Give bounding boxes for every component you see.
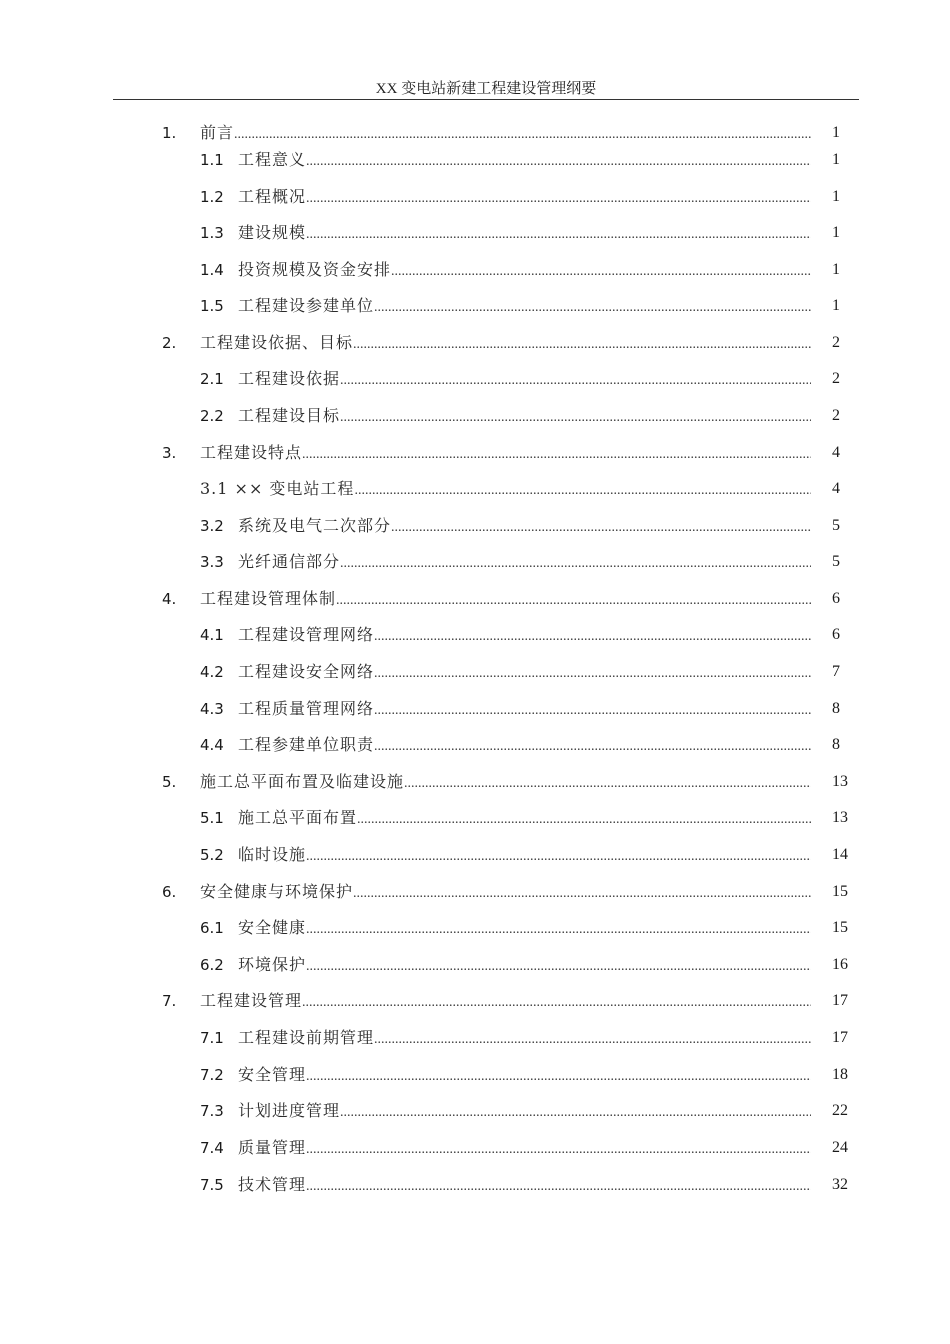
header-divider — [113, 99, 859, 100]
toc-entry-title: 质量管理 — [238, 1138, 307, 1157]
dot-leader — [306, 150, 811, 174]
toc-entry-7-3[interactable] — [0, 1099, 950, 1123]
dot-leader — [340, 552, 811, 576]
dot-leader — [340, 369, 811, 393]
toc-entry-6-2[interactable] — [0, 953, 950, 977]
toc-entry-page: 6 — [832, 626, 840, 643]
toc-entry-number: 2.2 — [200, 407, 224, 425]
toc-entry-number: 1. — [162, 124, 177, 142]
toc-entry-title: 安全健康 — [238, 918, 307, 937]
toc-entry-number: 1.2 — [200, 188, 224, 206]
toc-entry-1[interactable] — [0, 121, 950, 145]
toc-entry-page: 17 — [832, 992, 848, 1009]
dot-leader — [234, 123, 811, 147]
toc-entry-3[interactable] — [0, 441, 950, 465]
toc-entry-4-4[interactable] — [0, 733, 950, 757]
toc-entry-page: 17 — [832, 1029, 848, 1046]
toc-entry-page: 14 — [832, 846, 848, 863]
dot-leader — [336, 589, 811, 613]
toc-entry-number: 1.3 — [200, 224, 224, 242]
toc-entry-page: 15 — [832, 883, 848, 900]
toc-entry-title: 工程建设安全网络 — [238, 662, 375, 681]
toc-entry-page: 1 — [832, 261, 840, 278]
dot-leader — [306, 845, 811, 869]
toc-entry-4[interactable] — [0, 587, 950, 611]
dot-leader — [306, 1065, 811, 1089]
toc-entry-title: 前言 — [200, 123, 235, 142]
toc-entry-6[interactable] — [0, 880, 950, 904]
toc-entry-number: 7.5 — [200, 1176, 224, 1194]
dot-leader — [374, 662, 811, 686]
toc-entry-1-3[interactable] — [0, 221, 950, 245]
dot-leader — [391, 260, 811, 284]
toc-entry-title: 工程建设依据 — [238, 369, 341, 388]
toc-entry-title: 工程意义 — [238, 150, 307, 169]
toc-entry-title: 投资规模及资金安排 — [238, 260, 392, 279]
toc-entry-page: 1 — [832, 124, 840, 141]
dot-leader — [404, 772, 811, 796]
dot-leader — [302, 991, 811, 1015]
toc-entry-page: 7 — [832, 663, 840, 680]
toc-entry-number: 7.1 — [200, 1029, 224, 1047]
toc-entry-2-2[interactable] — [0, 404, 950, 428]
toc-entry-title: 安全健康与环境保护 — [200, 882, 354, 901]
toc-entry-1-1[interactable] — [0, 148, 950, 172]
toc-entry-page: 2 — [832, 370, 840, 387]
toc-entry-page: 24 — [832, 1139, 848, 1156]
toc-entry-title: 环境保护 — [238, 955, 307, 974]
toc-entry-title: 工程建设前期管理 — [238, 1028, 375, 1047]
toc-entry-page: 4 — [832, 480, 840, 497]
dot-leader — [374, 296, 811, 320]
toc-entry-title: 安全管理 — [238, 1065, 307, 1084]
toc-entry-number: 7.3 — [200, 1102, 224, 1120]
toc-entry-page: 6 — [832, 590, 840, 607]
toc-entry-title: 建设规模 — [238, 223, 307, 242]
toc-entry-3-2[interactable] — [0, 514, 950, 538]
toc-entry-title: 工程概况 — [238, 187, 307, 206]
toc-entry-number: 2.1 — [200, 370, 224, 388]
toc-entry-number: 5.2 — [200, 846, 224, 864]
toc-entry-page: 5 — [832, 553, 840, 570]
toc-entry-page: 2 — [832, 407, 840, 424]
toc-entry-title: 光纤通信部分 — [238, 552, 341, 571]
toc-entry-page: 16 — [832, 956, 848, 973]
toc-entry-title: 工程参建单位职责 — [238, 735, 375, 754]
toc-entry-title: 工程建设管理网络 — [238, 625, 375, 644]
toc-entry-4-1[interactable] — [0, 623, 950, 647]
toc-entry-2[interactable] — [0, 331, 950, 355]
toc-entry-title: 临时设施 — [238, 845, 307, 864]
dot-leader — [374, 1028, 811, 1052]
toc-entry-page: 13 — [832, 773, 848, 790]
toc-entry-7-4[interactable] — [0, 1136, 950, 1160]
toc-entry-number: 7. — [162, 992, 177, 1010]
toc-entry-title: 工程建设参建单位 — [238, 296, 375, 315]
toc-entry-page: 1 — [832, 224, 840, 241]
toc-entry-number: 4. — [162, 590, 177, 608]
toc-entry-4-2[interactable] — [0, 660, 950, 684]
dot-leader — [374, 625, 811, 649]
dot-leader — [302, 443, 811, 467]
toc-entry-number: 3. — [162, 444, 177, 462]
dot-leader — [306, 187, 811, 211]
dot-leader — [354, 479, 811, 503]
dot-leader — [306, 918, 811, 942]
toc-entry-number: 5.1 — [200, 809, 224, 827]
toc-entry-3-3[interactable] — [0, 550, 950, 574]
toc-entry-1-5[interactable] — [0, 294, 950, 318]
toc-entry-page: 1 — [832, 151, 840, 168]
toc-entry-number: 3.2 — [200, 517, 224, 535]
toc-entry-1-2[interactable] — [0, 185, 950, 209]
dot-leader — [306, 1175, 811, 1199]
toc-entry-number: 7.2 — [200, 1066, 224, 1084]
toc-entry-page: 18 — [832, 1066, 848, 1083]
toc-entry-7-5[interactable] — [0, 1173, 950, 1197]
dot-leader — [357, 808, 811, 832]
toc-entry-2-1[interactable] — [0, 367, 950, 391]
toc-entry-6-1[interactable] — [0, 916, 950, 940]
toc-entry-5[interactable] — [0, 770, 950, 794]
toc-entry-number: 4.2 — [200, 663, 224, 681]
toc-entry-number: 5. — [162, 773, 177, 791]
toc-entry-number: 1.4 — [200, 261, 224, 279]
toc-entry-title: 计划进度管理 — [238, 1101, 341, 1120]
toc-entry-page: 1 — [832, 188, 840, 205]
toc-entry-number: 2. — [162, 334, 177, 352]
toc-entry-number: 6.2 — [200, 956, 224, 974]
toc-entry-page: 5 — [832, 517, 840, 534]
toc-entry-4-3[interactable] — [0, 697, 950, 721]
toc-entry-title: 工程建设目标 — [238, 406, 341, 425]
toc-entry-page: 22 — [832, 1102, 848, 1119]
dot-leader — [340, 1101, 811, 1125]
toc-entry-title: 工程质量管理网络 — [238, 699, 375, 718]
toc-entry-3-1[interactable] — [0, 477, 950, 501]
toc-entry-page: 2 — [832, 334, 840, 351]
toc-entry-7-1[interactable] — [0, 1026, 950, 1050]
dot-leader — [374, 735, 811, 759]
dot-leader — [353, 333, 811, 357]
toc-entry-number: 6.1 — [200, 919, 224, 937]
toc-entry-title: 技术管理 — [238, 1175, 307, 1194]
toc-entry-title: 施工总平面布置及临建设施 — [200, 772, 405, 791]
toc-entry-number: 4.4 — [200, 736, 224, 754]
toc-entry-number: 7.4 — [200, 1139, 224, 1157]
dot-leader — [306, 1138, 811, 1162]
toc-entry-number: 1.5 — [200, 297, 224, 315]
dot-leader — [374, 699, 811, 723]
toc-entry-number: 4.1 — [200, 626, 224, 644]
toc-entry-number: 1.1 — [200, 151, 224, 169]
dot-leader — [306, 223, 811, 247]
toc-entry-title: 系统及电气二次部分 — [238, 516, 392, 535]
toc-entry-page: 15 — [832, 919, 848, 936]
toc-entry-page: 4 — [832, 444, 840, 461]
toc-entry-title: 工程建设管理 — [200, 991, 303, 1010]
toc-entry-5-2[interactable] — [0, 843, 950, 867]
dot-leader — [306, 955, 811, 979]
toc-entry-title: 施工总平面布置 — [238, 808, 358, 827]
toc-entry-title: 工程建设管理体制 — [200, 589, 337, 608]
toc-entry-title: 3.1 ×× 变电站工程 — [200, 479, 355, 498]
toc-entry-page: 8 — [832, 700, 840, 717]
toc-entry-number: 3.3 — [200, 553, 224, 571]
toc-entry-7[interactable] — [0, 989, 950, 1013]
dot-leader — [391, 516, 811, 540]
toc-entry-7-2[interactable] — [0, 1063, 950, 1087]
toc-entry-1-4[interactable] — [0, 258, 950, 282]
dot-leader — [353, 882, 811, 906]
toc-entry-page: 1 — [832, 297, 840, 314]
page-header-title: XX 变电站新建工程建设管理纲要 — [375, 81, 597, 97]
toc-entry-5-1[interactable] — [0, 806, 950, 830]
toc-entry-page: 32 — [832, 1176, 848, 1193]
toc-entry-title: 工程建设依据、目标 — [200, 333, 354, 352]
toc-entry-page: 13 — [832, 809, 848, 826]
dot-leader — [340, 406, 811, 430]
toc-entry-page: 8 — [832, 736, 840, 753]
toc-entry-number: 4.3 — [200, 700, 224, 718]
toc-entry-title: 工程建设特点 — [200, 443, 303, 462]
toc-entry-number: 6. — [162, 883, 177, 901]
